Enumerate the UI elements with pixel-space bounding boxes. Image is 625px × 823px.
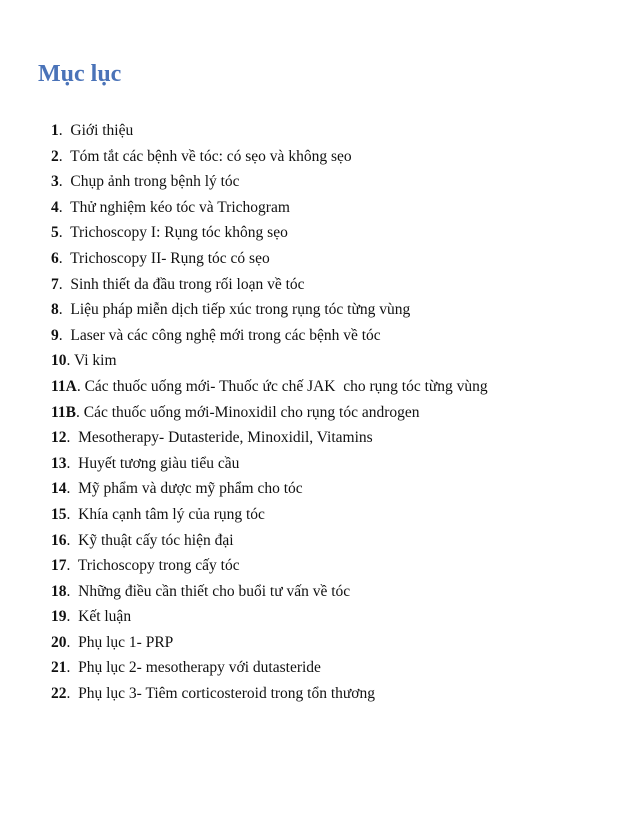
- toc-item-separator: .: [58, 122, 63, 139]
- toc-item-separator: .: [66, 582, 71, 600]
- toc-item-separator: .: [66, 659, 71, 677]
- toc-item: [51, 476, 611, 502]
- toc-item-label: Trichoscopy II- Rụng tóc có sẹo: [70, 249, 270, 267]
- page-title: Mục lục: [38, 61, 122, 87]
- toc-item: [51, 118, 611, 144]
- toc-item: [51, 681, 611, 707]
- toc-item-number: 14: [51, 480, 67, 498]
- toc-item-label: Phụ lục 2- mesotherapy với dutasteride: [78, 659, 321, 677]
- toc-item: [51, 630, 611, 656]
- toc-item: [51, 502, 611, 528]
- toc-item-label: Khía cạnh tâm lý của rụng tóc: [78, 505, 265, 523]
- toc-item: [51, 579, 611, 605]
- toc-item-number: 12: [51, 429, 67, 447]
- toc-item: [51, 323, 611, 349]
- toc-item-gap: [63, 199, 70, 216]
- toc-item-number: 15: [51, 505, 67, 523]
- toc-item-separator: .: [66, 531, 71, 549]
- toc-item-separator: .: [58, 147, 63, 165]
- toc-item: [51, 144, 611, 170]
- toc-item-separator: .: [58, 326, 63, 344]
- toc-item-label: Phụ lục 3- Tiêm corticosteroid trong tổn thương: [78, 685, 376, 703]
- toc-item-separator: .: [66, 608, 71, 626]
- toc-item-gap: [70, 659, 78, 676]
- toc-item-separator: .: [58, 198, 63, 216]
- toc-item-separator: .: [76, 377, 81, 395]
- toc-item-separator: .: [58, 301, 63, 319]
- toc-item-label: Kết luận: [78, 608, 132, 626]
- toc-item-number: 19: [51, 608, 67, 626]
- toc-item-label: Tóm tắt các bệnh về tóc: có sẹo và không sẹo: [70, 147, 352, 165]
- toc-item-gap: [70, 532, 78, 549]
- toc-item-number: 11B: [51, 403, 76, 421]
- toc-item-separator: .: [58, 275, 63, 293]
- toc-item: [51, 400, 611, 426]
- toc-item-label: Chụp ảnh trong bệnh lý tóc: [70, 173, 240, 191]
- toc-item-number: 10: [51, 352, 67, 370]
- toc-item-separator: .: [66, 505, 71, 523]
- toc-item-label: Mỹ phẩm và dược mỹ phẩm cho tóc: [78, 480, 303, 498]
- toc-item: [51, 297, 611, 323]
- toc-item-separator: .: [58, 224, 63, 242]
- toc-item: [51, 528, 611, 554]
- toc-item-label: Phụ lục 1- PRP: [78, 633, 174, 651]
- toc-item-gap: [70, 455, 78, 472]
- toc-item: [51, 246, 611, 272]
- toc-item: [51, 451, 611, 477]
- toc-item-gap: [70, 506, 78, 523]
- toc-item: [51, 272, 611, 298]
- toc-item-label: Vi kim: [73, 352, 117, 370]
- toc-item-gap: [70, 634, 78, 651]
- toc-item-gap: [70, 557, 77, 574]
- toc-item-number: 13: [51, 454, 67, 472]
- toc-item-label: Các thuốc uống mới- Thuốc ức chế JAK cho rụng tóc từng vùng: [84, 377, 488, 395]
- toc-item-separator: .: [66, 454, 71, 472]
- toc-item-separator: .: [66, 352, 71, 370]
- toc-item-number: 8: [51, 301, 59, 319]
- toc-item-number: 1: [51, 122, 59, 139]
- table-of-contents: [51, 118, 611, 707]
- toc-item-separator: .: [66, 429, 71, 447]
- toc-item: [51, 425, 611, 451]
- toc-item-separator: .: [66, 480, 71, 498]
- toc-item-number: 5: [51, 224, 59, 242]
- toc-item: [51, 220, 611, 246]
- toc-item-number: 22: [51, 685, 67, 703]
- toc-item-number: 9: [51, 326, 59, 344]
- toc-item-label: Trichoscopy I: Rụng tóc không sẹo: [70, 224, 288, 242]
- toc-item-gap: [70, 608, 78, 625]
- toc-item-number: 21: [51, 659, 67, 677]
- toc-item-label: Laser và các công nghệ mới trong các bệnh về tóc: [70, 326, 381, 344]
- toc-item-gap: [63, 148, 70, 165]
- toc-item-label: Thử nghiệm kéo tóc và Trichogram: [70, 198, 290, 216]
- toc-item-label: Huyết tương giàu tiểu cầu: [78, 454, 240, 472]
- toc-item-separator: .: [66, 633, 71, 651]
- toc-item-gap: [70, 480, 78, 497]
- toc-item-gap: [63, 224, 70, 241]
- toc-item: [51, 169, 611, 195]
- toc-item-number: 17: [51, 557, 67, 575]
- toc-item-label: Kỹ thuật cấy tóc hiện đại: [78, 531, 234, 549]
- toc-item: [51, 195, 611, 221]
- toc-item-label: Mesotherapy- Dutasteride, Minoxidil, Vitamins: [78, 429, 373, 447]
- toc-item-label: Giới thiệu: [70, 122, 134, 139]
- toc-item-separator: .: [75, 403, 80, 421]
- toc-item-number: 18: [51, 582, 67, 600]
- toc-item-number: 6: [51, 249, 59, 267]
- toc-item: [51, 604, 611, 630]
- toc-item-gap: [70, 429, 78, 446]
- toc-item-number: 7: [51, 275, 59, 293]
- toc-item-label: Các thuốc uống mới-Minoxidil cho rụng tóc androgen: [83, 403, 420, 421]
- toc-item: [51, 374, 611, 400]
- toc-item: [51, 553, 611, 579]
- toc-item-number: 4: [51, 198, 59, 216]
- toc-item-gap: [70, 685, 78, 702]
- toc-item-label: Sinh thiết da đầu trong rối loạn về tóc: [70, 275, 305, 293]
- toc-item-gap: [70, 583, 78, 600]
- toc-item-separator: .: [66, 685, 71, 703]
- toc-item-separator: .: [58, 249, 63, 267]
- toc-item: [51, 348, 611, 374]
- toc-item-number: 16: [51, 531, 67, 549]
- toc-item-number: 20: [51, 633, 67, 651]
- toc-item-number: 11A: [51, 377, 77, 395]
- toc-item-gap: [63, 250, 70, 267]
- toc-item-label: Liệu pháp miễn dịch tiếp xúc trong rụng tóc từng vùng: [70, 301, 411, 319]
- toc-item-separator: .: [58, 173, 63, 191]
- toc-item: [51, 655, 611, 681]
- toc-item-separator: .: [66, 557, 71, 575]
- toc-item-number: 2: [51, 147, 59, 165]
- toc-item-label: Những điều cần thiết cho buổi tư vấn về tóc: [78, 582, 351, 600]
- toc-item-label: Trichoscopy trong cấy tóc: [77, 557, 240, 575]
- toc-item-number: 3: [51, 173, 59, 191]
